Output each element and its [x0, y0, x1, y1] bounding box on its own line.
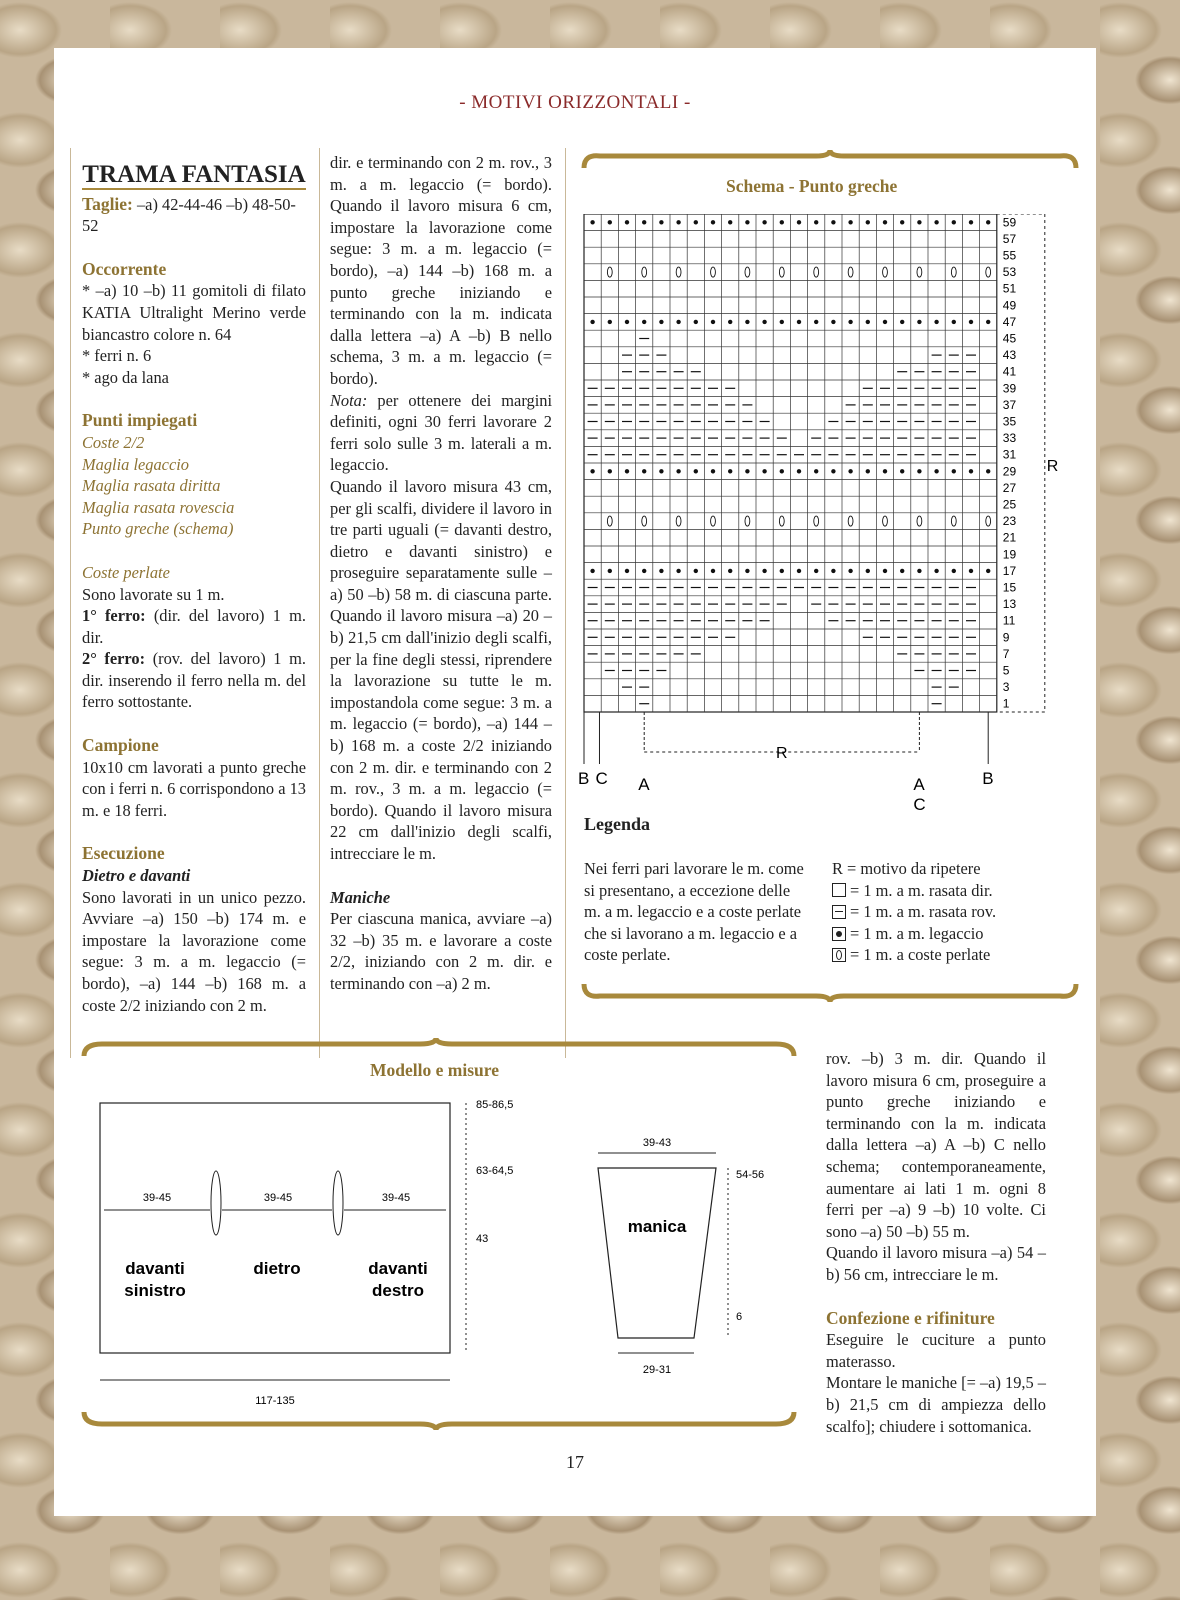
col3-text-3: Montare le maniche [= –a) 19,5 –b) 21,5 cm di ampiezza dello scalfo]; chiudere i sottomanica.	[826, 1373, 1046, 1436]
back-front-text: Sono lavorati in un unico pezzo. Avviare –a) 150 –b) 174 m. e impostare la lavorazione come segue: 3 m. a m. legaccio (= bordo), –a) 144 –b) 168 m. a coste 2/2 iniziando con 2 m.	[82, 887, 306, 1015]
row-label: 23	[1002, 514, 1017, 529]
column-2	[330, 152, 552, 995]
sleeve-top-label: 39-43	[642, 1137, 672, 1149]
stitches-heading: Punti impiegati	[82, 410, 198, 431]
height-label-armhole: 63-64,5	[476, 1165, 514, 1177]
col3-text-1: rov. –b) 3 m. dir. Quando il lavoro misura 6 cm, proseguire a punto greche iniziando e terminando con la m. indicata dalla lettera –a) A –b) C nello schema; contemporaneamente, aumentare ai lati 1 m. ogni 8 ferri per –a) 9 –b) 10 volte. Ci sono –a) 50 –b) 55 m.	[826, 1049, 1046, 1241]
stitch-item: Punto greche (schema)	[82, 519, 234, 539]
coste-text: Sono lavorate su 1 m.	[82, 584, 225, 604]
row-label: 25	[1002, 497, 1017, 512]
repeat-label-bottom: R	[776, 745, 788, 762]
stitch-item: Maglia rasata rovescia	[82, 497, 235, 517]
materials-heading: Occorrente	[82, 258, 167, 279]
width-label-right: 39-45	[381, 1192, 411, 1204]
note-text: per ottenere dei margini definiti, ogni 30 ferri lavorare 2 ferri solo sulle 3 m. laterali a m. legaccio.	[330, 390, 552, 475]
column-rule	[70, 148, 71, 1058]
label-a-right: A	[913, 775, 925, 794]
stitch-item: Maglia rasata diritta	[82, 476, 221, 496]
stitch-item: Coste 2/2	[82, 432, 145, 452]
sleeves-text: Per ciascuna manica, avviare –a) 32 –b) 35 m. e lavorare a coste 2/2, iniziando con 2 m. dir. e terminando con –a) 2 m.	[330, 909, 552, 993]
row-label: 59	[1002, 215, 1017, 230]
width-label-center: 39-45	[263, 1192, 293, 1204]
row-label: 27	[1002, 480, 1017, 495]
finishing-heading: Confezione e rifiniture	[826, 1307, 995, 1328]
row-label: 1	[1002, 696, 1010, 711]
legend-list	[832, 858, 1052, 966]
panel-right-line2: destro	[372, 1281, 424, 1300]
row-label: 51	[1002, 281, 1017, 296]
model-title: Modello e misure	[370, 1060, 499, 1080]
panel-left-line1: davanti	[125, 1259, 185, 1278]
running-header: - MOTIVI ORIZZONTALI -	[459, 92, 691, 113]
row-label: 43	[1002, 348, 1017, 363]
stitch-item: Maglia legaccio	[82, 454, 189, 474]
row-label: 57	[1002, 231, 1017, 246]
sleeve-cuff-label: 6	[736, 1311, 743, 1323]
row1-text: (dir. del lavoro) 1 m. dir.	[82, 606, 306, 647]
gauge-text: 10x10 cm lavorati a punto greche con i ferri n. 6 corrispondono a 13 m. e 18 ferri.	[82, 757, 306, 820]
knit-symbol-icon	[832, 883, 846, 897]
row-label: 41	[1002, 364, 1017, 379]
page	[54, 48, 1096, 1516]
legend-item: = 1 m. a m. rasata rov.	[850, 902, 997, 922]
legend-text: Nei ferri pari lavorare le m. come si presentano, a eccezione delle m. a m. legaccio e a coste perlate che si lavorano a m. legaccio e a coste perlate.	[584, 859, 804, 965]
row-label: 19	[1002, 547, 1017, 562]
row-label: 7	[1002, 646, 1010, 661]
sleeve-outline	[598, 1168, 716, 1338]
column-1	[82, 158, 306, 1016]
sleeve-label: manica	[627, 1217, 687, 1236]
schema-bottom-border	[580, 980, 1080, 1020]
row-label: 21	[1002, 530, 1017, 545]
row2-label: 2° ferro:	[82, 649, 146, 669]
purl-symbol-icon	[832, 905, 846, 919]
height-label-total: 85-86,5	[476, 1099, 514, 1111]
row-label: 37	[1002, 397, 1017, 412]
row-label: 5	[1002, 663, 1010, 678]
row2-text: (rov. del lavoro) 1 m. dir. inserendo il ferro nella m. del ferro sottostante.	[82, 649, 306, 712]
legend-item: = 1 m. a m. legaccio	[850, 923, 984, 943]
column-rule	[565, 148, 566, 1058]
panel-left-line2: sinistro	[124, 1281, 186, 1300]
row-label: 3	[1002, 680, 1010, 695]
sizes-text: –a) 42-44-46 –b) 48-50-52	[82, 194, 296, 236]
row-label: 15	[1002, 580, 1017, 595]
back-front-heading: Dietro e davanti	[82, 866, 191, 886]
measurements-diagram	[80, 1088, 800, 1428]
note-label: Nota:	[330, 390, 368, 410]
pattern-title: TRAMA FANTASIA	[82, 158, 306, 190]
row-label: 49	[1002, 298, 1017, 313]
row-label: 55	[1002, 248, 1017, 263]
total-width-label: 117-135	[255, 1395, 295, 1407]
column-3	[826, 1048, 1046, 1437]
repeat-label-right: R	[1046, 458, 1059, 475]
gauge-heading: Campione	[82, 735, 159, 756]
model-bottom-border	[80, 1408, 800, 1438]
sleeves-heading: Maniche	[330, 887, 391, 907]
label-c-left: C	[595, 769, 608, 788]
schema-title: Schema - Punto greche	[726, 176, 898, 196]
row-label: 29	[1002, 464, 1017, 479]
label-c-right: C	[913, 795, 926, 814]
legend-item: = 1 m. a coste perlate	[850, 945, 991, 965]
materials-item: * ago da lana	[82, 367, 169, 387]
materials-item: * ferri n. 6	[82, 346, 152, 366]
row-label: 9	[1002, 630, 1010, 645]
row-label: 11	[1002, 613, 1016, 628]
row-label: 33	[1002, 431, 1017, 446]
label-b-right: B	[982, 769, 994, 788]
row-label: 39	[1002, 381, 1017, 396]
height-label-body: 43	[476, 1233, 489, 1245]
coste-heading: Coste perlate	[82, 562, 170, 582]
panel-right-line1: davanti	[368, 1259, 428, 1278]
col2-text-2: Quando il lavoro misura 43 cm, per gli scalfi, dividere il lavoro in tre parti uguali (= davanti destro, dietro e davanti sinistro) e proseguire separatamente sulle –a) 50 –b) 58 m. di ciascuna parte. Quando il lavoro misura –a) 20 –b) 21,5 cm dall'inizio degli scalfi, per la fine degli stessi, riprendere la lavorazione su tutte le m. impostandola come segue: 3 m. a m. legaccio (= bordo), –a) 144 –b) 168 m. a coste 2/2 iniziando con 2 m. dir. e terminando con 2 m. rov., 3 m. a m. legaccio (= bordo). Quando il lavoro misura 22 cm dall'inizio degli scalfi, intrecciare le m.	[330, 476, 552, 863]
row-label: 35	[1002, 414, 1017, 429]
body-outline	[100, 1103, 450, 1353]
label-b-left: B	[578, 769, 590, 788]
legend-title: Legenda	[584, 814, 651, 834]
page-number: 17	[566, 1452, 584, 1472]
legend-item: = 1 m. a m. rasata dir.	[850, 880, 993, 900]
row-label: 45	[1002, 331, 1017, 346]
width-label-left: 39-45	[142, 1192, 172, 1204]
sizes-label: Taglie:	[82, 193, 133, 214]
col2-text-1: dir. e terminando con 2 m. rov., 3 m. a m. legaccio (= bordo). Quando il lavoro misura 6 cm, impostare la lavorazione come segue: 3 m. a m. legaccio (= bordo), –a) 144 –b) 168 m. a punto greche iniziando e terminando con la m. indicata dalla lettera –a) A –b) B nello schema, 3 m. a m. legaccio (= bordo).	[330, 153, 552, 388]
panel-center: dietro	[253, 1259, 301, 1278]
col3-text-2: Quando il lavoro misura –a) 54 –b) 56 cm, intrecciare le m.	[826, 1243, 1046, 1284]
knitting-chart	[574, 214, 1074, 834]
seed-symbol-icon	[832, 948, 846, 962]
sleeve-height-label: 54-56	[736, 1169, 765, 1181]
legend-repeat: R = motivo da ripetere	[832, 859, 981, 878]
row-label: 17	[1002, 563, 1017, 578]
row-label: 53	[1002, 265, 1017, 280]
label-a-left: A	[638, 775, 650, 794]
instructions-heading: Esecuzione	[82, 843, 165, 864]
row-label: 13	[1002, 597, 1017, 612]
column-rule	[319, 148, 320, 1058]
row1-label: 1° ferro:	[82, 606, 146, 626]
row-label: 31	[1002, 447, 1017, 462]
garter-symbol-icon	[832, 927, 846, 941]
sleeve-bottom-label: 29-31	[642, 1364, 672, 1376]
row-label: 47	[1002, 314, 1017, 329]
finishing-text: Eseguire le cuciture a punto materasso.	[826, 1330, 1046, 1371]
materials-item: * –a) 10 –b) 11 gomitoli di filato KATIA Ultralight Merino verde biancastro colore n. 64	[82, 281, 306, 344]
